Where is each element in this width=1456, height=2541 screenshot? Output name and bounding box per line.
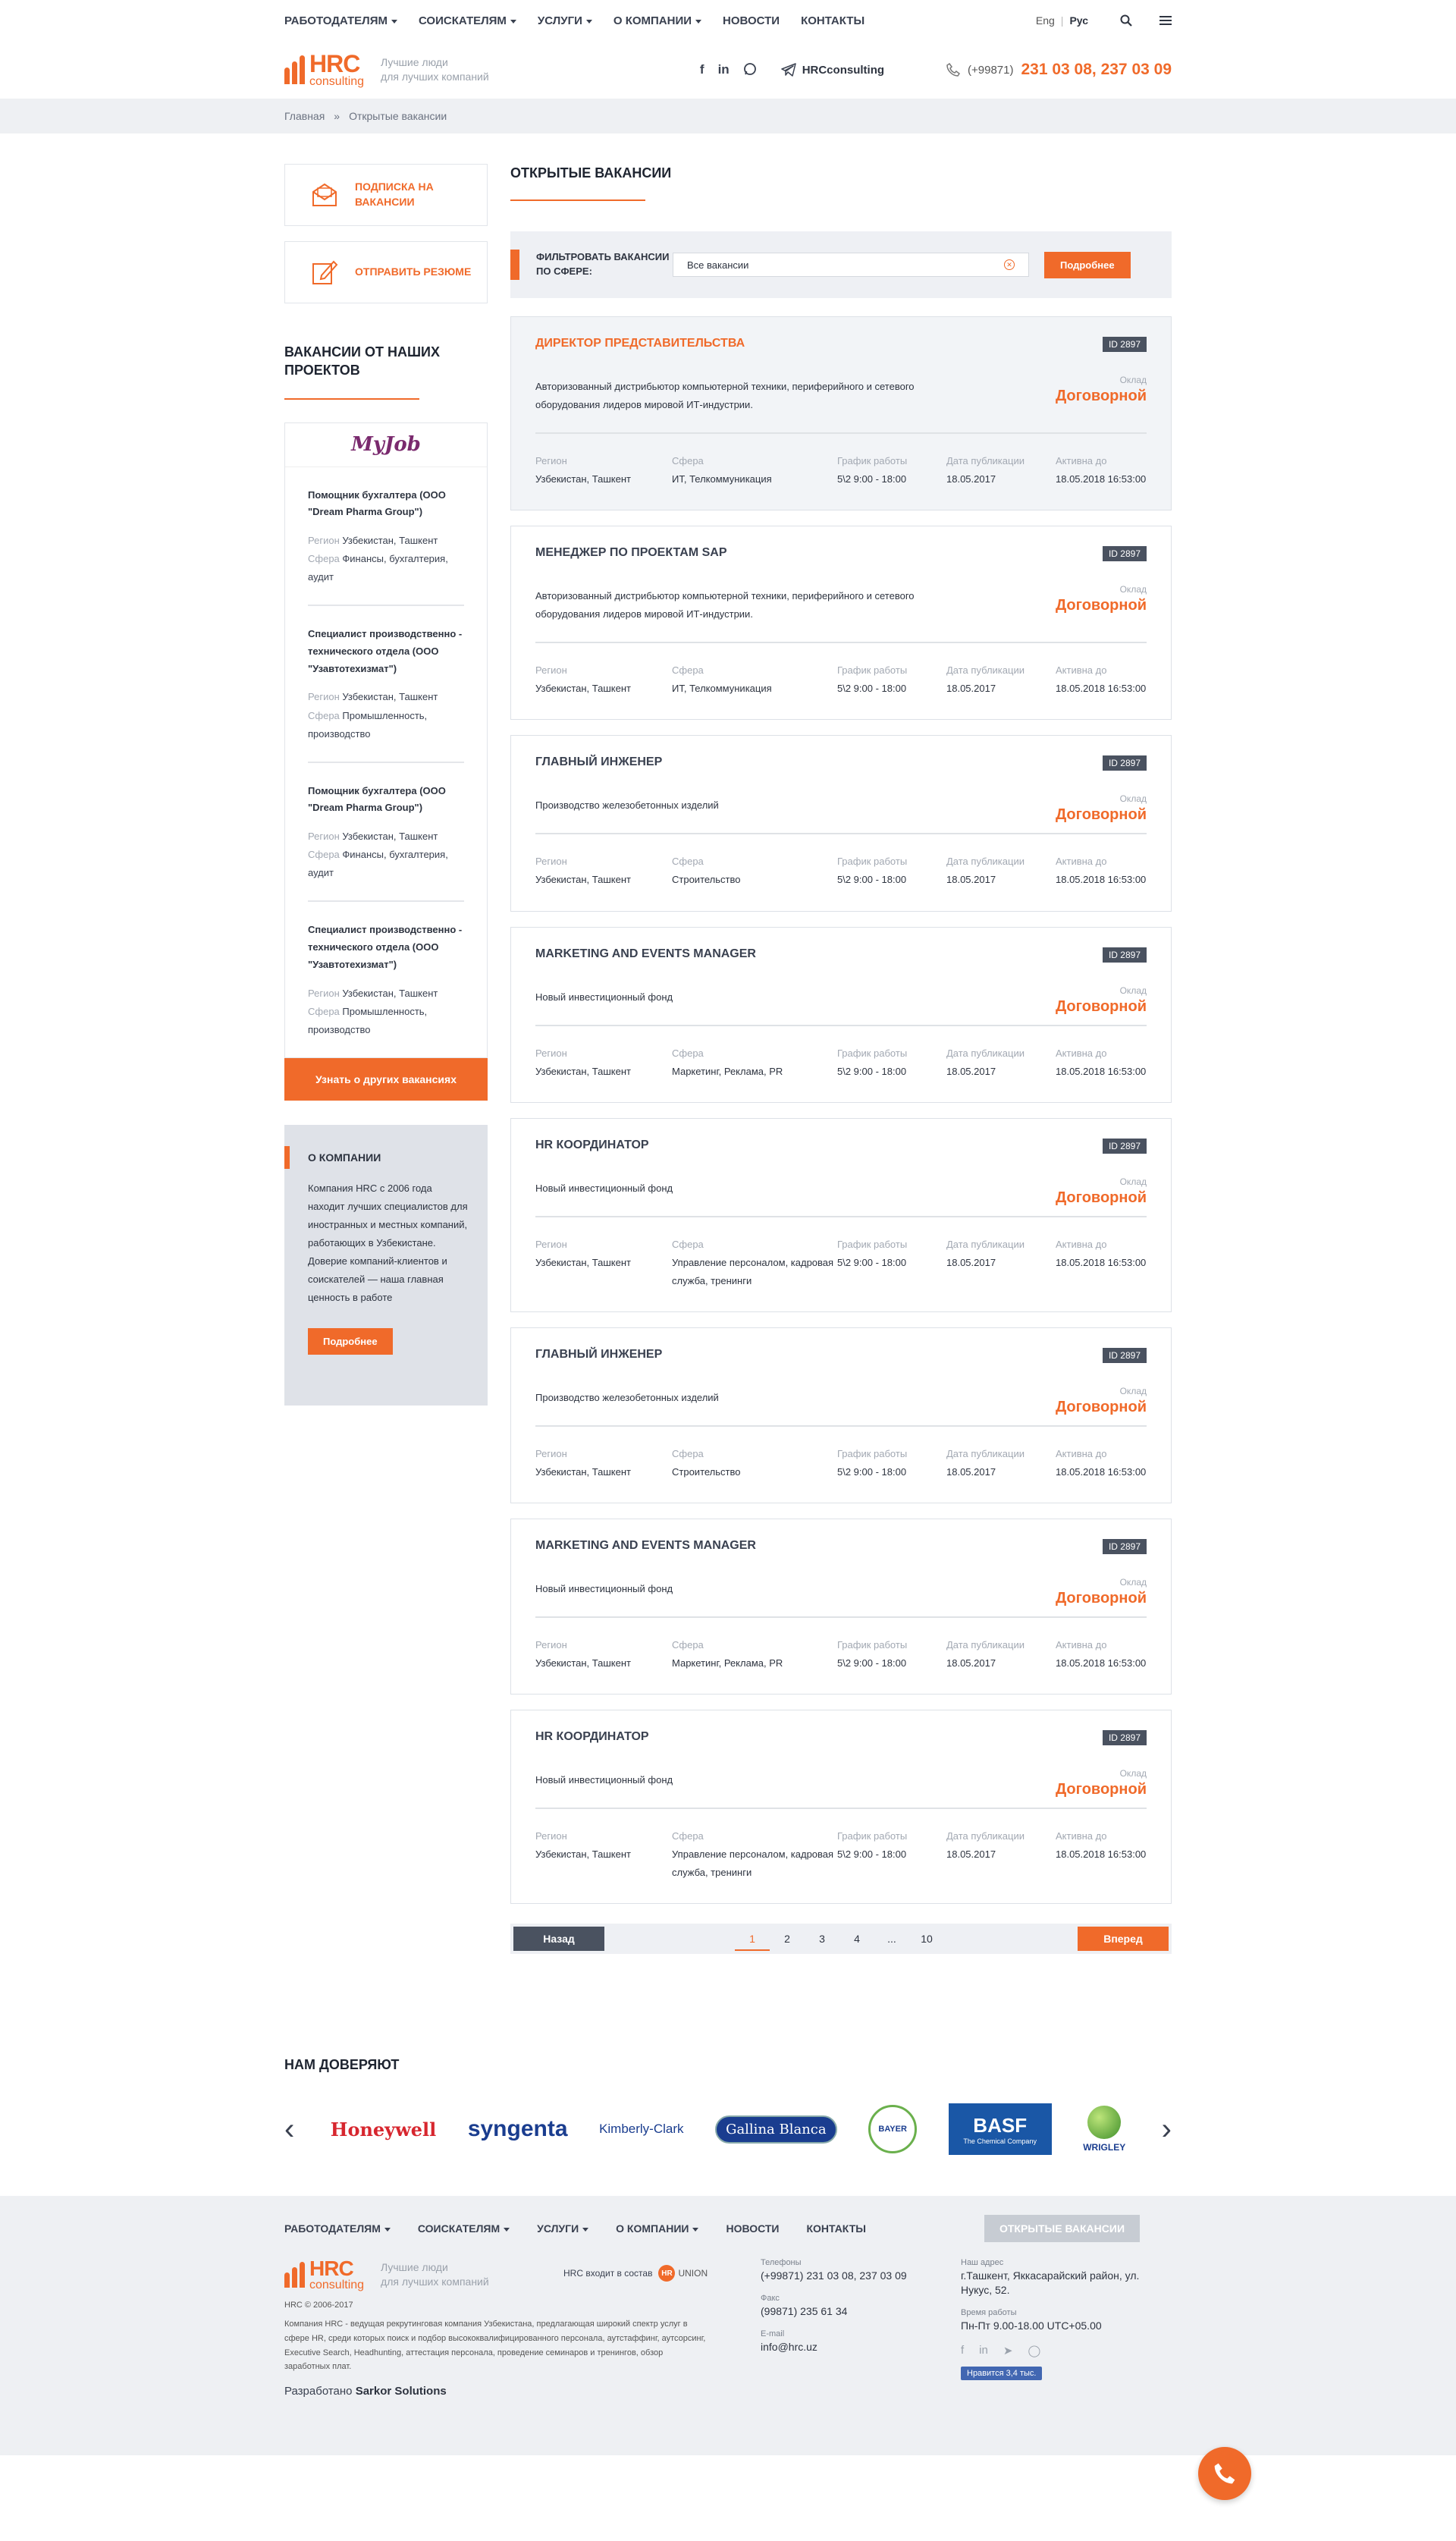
vacancy-sphere: Управление персоналом, кадровая служба, тренинги <box>672 1848 834 1879</box>
vacancy-schedule: 5\2 9:00 - 18:00 <box>837 473 907 485</box>
filter-label: ФИЛЬТРОВАТЬ ВАКАНСИИ ПО СФЕРЕ: <box>536 251 670 277</box>
whatsapp-icon[interactable] <box>743 62 757 76</box>
vacancy-published: 18.05.2017 <box>946 1065 996 1077</box>
page-link[interactable]: 2 <box>784 1933 790 1946</box>
vacancy-active-until: 18.05.2018 16:53:00 <box>1056 874 1147 886</box>
vacancy-card[interactable] <box>510 1710 1172 1904</box>
chevron-down-icon <box>692 2228 698 2232</box>
page-link[interactable]: 3 <box>819 1933 825 1946</box>
vacancy-schedule: 5\2 9:00 - 18:00 <box>837 1065 907 1077</box>
projects-title: ВАКАНСИИ ОТ НАШИХ ПРОЕКТОВ <box>284 344 440 378</box>
vacancy-schedule: 5\2 9:00 - 18:00 <box>837 1657 907 1669</box>
pagination <box>510 1924 1172 1954</box>
nav-contacts[interactable]: КОНТАКТЫ <box>801 14 865 27</box>
brand-honeywell[interactable]: Honeywell <box>330 2118 437 2141</box>
vacancy-sphere: ИТ, Телкоммуникация <box>672 473 772 485</box>
brand-bayer[interactable]: BAYER <box>868 2105 917 2153</box>
vacancy-region: Узбекистан, Ташкент <box>535 1657 631 1669</box>
vacancy-salary: Оклад Договорной <box>1055 793 1147 824</box>
vacancy-schedule: 5\2 9:00 - 18:00 <box>837 1465 907 1478</box>
vacancy-active-until: 18.05.2018 16:53:00 <box>1056 473 1147 485</box>
page-link[interactable]: 4 <box>854 1933 860 1946</box>
facebook-icon[interactable]: f <box>699 62 704 77</box>
chevron-down-icon <box>510 20 516 24</box>
page-link[interactable]: 1 <box>735 1927 770 1951</box>
vacancy-active-until: 18.05.2018 16:53:00 <box>1056 1848 1147 1861</box>
vacancy-published: 18.05.2017 <box>946 1256 996 1268</box>
site-logo[interactable]: HRC consulting <box>284 52 364 88</box>
projects-box <box>284 422 488 1058</box>
vacancy-card[interactable] <box>510 735 1172 911</box>
about-title: О КОМПАНИИ <box>284 1146 488 1169</box>
footer-fax: (99871) 235 61 34 <box>761 2305 848 2318</box>
telegram-icon <box>781 63 796 77</box>
footer-open-vacancies-button[interactable]: ОТКРЫТЫЕ ВАКАНСИИ <box>984 2215 1140 2242</box>
copyright: HRC © 2006-2017 <box>284 2301 353 2310</box>
vacancy-sphere: Строительство <box>672 1465 741 1478</box>
site-footer <box>0 2196 1456 2455</box>
vacancy-id-badge: ID 2897 <box>1103 947 1147 963</box>
footer-email[interactable]: info@hrc.uz <box>761 2341 817 2354</box>
lang-ru[interactable]: Рус <box>1069 14 1088 27</box>
vacancy-salary: Оклад Договорной <box>1055 1576 1147 1607</box>
footer-nav-candidates[interactable]: СОИСКАТЕЛЯМ <box>418 2222 510 2235</box>
site-header <box>284 41 1172 99</box>
vacancy-card[interactable] <box>510 316 1172 510</box>
project-vacancy[interactable]: Специалист производственно - технического отдела (ООО "Узавтотехизмат") Регион Узбекистан, Ташкент Сфера Промышленность, производство <box>308 924 463 1035</box>
footer-nav-contacts[interactable]: КОНТАКТЫ <box>806 2222 866 2235</box>
lang-en[interactable]: Eng <box>1035 14 1055 27</box>
vacancy-sphere: Маркетинг, Реклама, PR <box>672 1657 783 1669</box>
breadcrumb-home[interactable]: Главная <box>284 110 325 122</box>
vacancy-meta: Регион Узбекистан, Ташкент Сфера Маркетинг, Реклама, PR График работы 5\2 9:00 - 18:00 Дата публикации 18.05.2017 Активна до 18.05.2018 16:53:00 <box>535 1026 1147 1102</box>
vacancy-published: 18.05.2017 <box>946 683 996 695</box>
vacancy-region: Узбекистан, Ташкент <box>535 473 631 485</box>
vacancy-active-until: 18.05.2018 16:53:00 <box>1056 1465 1147 1478</box>
vacancy-published: 18.05.2017 <box>946 1657 996 1669</box>
chevron-down-icon <box>391 20 397 24</box>
telegram-icon[interactable]: ➤ <box>1003 2344 1013 2357</box>
call-back-button[interactable] <box>1198 2447 1251 2500</box>
vacancy-id-badge: ID 2897 <box>1103 546 1147 561</box>
footer-about: HRC consulting Лучшие люди для лучших компаний HRC © 2006-2017 Компания HRC - ведущая рекрутинговая компания Узбекистана, предлагающая широкий спектр услуг в сфере HR, среди которых поиск и подбор высококвалифицированного персонала, аутстаффинг, аутсорсинг, Executive Search, Headhunting, аттестация персонала, проведение семинаров и тренингов, обзор заработных плат. Разработано Sarkor Solutions <box>284 2258 563 2398</box>
filter-submit-button[interactable]: Подробнее <box>1044 252 1131 278</box>
vacancy-title[interactable]: HR КООРДИНАТОР <box>535 1730 649 1744</box>
vacancy-meta: Регион Узбекистан, Ташкент Сфера Управление персоналом, кадровая служба, тренинги График работы 5\2 9:00 - 18:00 Дата публикации 18.05.2017 Активна до 18.05.2018 16:53:00 <box>535 1217 1147 1311</box>
chevron-down-icon <box>504 2228 510 2232</box>
vacancy-sphere: Маркетинг, Реклама, PR <box>672 1065 783 1077</box>
vacancy-title[interactable]: MARKETING AND EVENTS MANAGER <box>535 947 756 960</box>
vacancy-sphere: ИТ, Телкоммуникация <box>672 683 772 695</box>
page-numbers <box>735 1927 944 1951</box>
vacancy-list <box>510 316 1172 1904</box>
vacancy-meta: Регион Узбекистан, Ташкент Сфера ИТ, Телкоммуникация График работы 5\2 9:00 - 18:00 Дата публикации 18.05.2017 Активна до 18.05.2018 16:53:00 <box>535 643 1147 719</box>
linkedin-icon[interactable]: in <box>717 62 730 77</box>
top-nav <box>284 14 864 27</box>
partners-section <box>284 2057 1172 2159</box>
vacancy-sphere: Управление персоналом, кадровая служба, тренинги <box>672 1256 834 1286</box>
vacancy-title[interactable]: ГЛАВНЫЙ ИНЖЕНЕР <box>535 755 663 769</box>
project-vacancy[interactable]: Специалист производственно - технического отдела (ООО "Узавтотехизмат") Регион Узбекистан, Ташкент Сфера Промышленность, производство <box>308 606 464 762</box>
edit-resume-icon <box>311 259 338 286</box>
footer-nav-news[interactable]: НОВОСТИ <box>726 2222 780 2235</box>
vacancy-card[interactable] <box>510 1519 1172 1695</box>
footer-description: Компания HRC - ведущая рекрутинговая компания Узбекистана, предлагающая широкий спектр услуг в сфере HR, среди которых поиск и подбор высококвалифицированного персонала, аутстаффинг, аутсорсинг, Executive Search, Headhunting, аттестация персонала, проведение семинаров и тренингов, обзор заработных плат. <box>284 2320 706 2372</box>
vacancy-published: 18.05.2017 <box>946 1465 996 1478</box>
vacancy-description: Авторизованный дистрибьютор компьютерной техники, периферийного и сетевого оборудования лидеров мировой ИТ-индустрии. <box>535 381 915 411</box>
logo-people-icon <box>284 2262 305 2288</box>
footer-nav-services[interactable]: УСЛУГИ <box>537 2222 588 2235</box>
myjob-logo[interactable]: MyJob <box>285 423 487 467</box>
vacancy-description: Новый инвестиционный фонд <box>535 1582 673 1594</box>
vacancy-schedule: 5\2 9:00 - 18:00 <box>837 683 907 695</box>
vacancy-salary: Оклад Договорной <box>1055 375 1147 404</box>
brand-syngenta[interactable]: syngenta <box>467 2116 568 2142</box>
nav-news[interactable]: НОВОСТИ <box>723 14 780 27</box>
vacancies-section <box>510 164 1172 1954</box>
vacancy-salary: Оклад Договорной <box>1055 985 1147 1015</box>
footer-address: Наш адрес г.Ташкент, Яккасарайский район, ул. Нукус, 52. Время работы Пн-Пт 9.00-18.00 UTC+05.00 f in ➤ ◯ Нравится 3,4 тыс. <box>961 2258 1172 2398</box>
facebook-like-button[interactable]: Нравится 3,4 тыс. <box>961 2367 1042 2380</box>
vacancy-title[interactable]: МЕНЕДЖЕР ПО ПРОЕКТАМ SAP <box>535 546 727 560</box>
vacancy-id-badge: ID 2897 <box>1103 1730 1147 1745</box>
vacancy-title[interactable]: HR КООРДИНАТОР <box>535 1138 649 1151</box>
menu-icon[interactable] <box>1159 15 1172 26</box>
next-page-button[interactable]: Вперед <box>1078 1927 1169 1951</box>
footer-nav-about[interactable]: О КОМПАНИИ <box>616 2222 698 2235</box>
vacancy-published: 18.05.2017 <box>946 1848 996 1861</box>
brand-wrigley[interactable]: WRIGLEY <box>1083 2106 1125 2153</box>
about-more-button[interactable]: Подробнее <box>308 1328 393 1355</box>
vacancy-meta: Регион Узбекистан, Ташкент Сфера Управление персоналом, кадровая служба, тренинги График работы 5\2 9:00 - 18:00 Дата публикации 18.05.2017 Активна до 18.05.2018 16:53:00 <box>535 1809 1147 1903</box>
vacancy-description: Авторизованный дистрибьютор компьютерной техники, периферийного и сетевого оборудования лидеров мировой ИТ-индустрии. <box>535 590 915 620</box>
vacancy-active-until: 18.05.2018 16:53:00 <box>1056 1657 1147 1669</box>
vacancy-card[interactable] <box>510 1327 1172 1503</box>
address: г.Ташкент, Яккасарайский район, ул. Нукус, 52. <box>961 2269 1140 2297</box>
vacancy-meta: Регион Узбекистан, Ташкент Сфера Маркетинг, Реклама, PR График работы 5\2 9:00 - 18:00 Дата публикации 18.05.2017 Активна до 18.05.2018 16:53:00 <box>535 1618 1147 1694</box>
page-link[interactable]: 10 <box>921 1933 933 1946</box>
sidebar <box>284 164 488 1954</box>
vacancy-title[interactable]: ДИРЕКТОР ПРЕДСТАВИТЕЛЬСТВА <box>535 337 745 350</box>
nav-about[interactable]: О КОМПАНИИ <box>613 14 701 27</box>
vacancy-schedule: 5\2 9:00 - 18:00 <box>837 1256 907 1268</box>
vacancy-title[interactable]: MARKETING AND EVENTS MANAGER <box>535 1538 756 1552</box>
top-right <box>1036 14 1172 27</box>
vacancy-card[interactable] <box>510 927 1172 1103</box>
vacancy-schedule: 5\2 9:00 - 18:00 <box>837 874 907 886</box>
header-phone[interactable]: (+99871) 231 03 08, 237 03 09 <box>946 61 1172 79</box>
title-underline <box>510 199 645 201</box>
vacancy-id-badge: ID 2897 <box>1103 337 1147 352</box>
title-underline <box>284 398 419 400</box>
subscribe-button[interactable]: ПОДПИСКА НА ВАКАНСИИ <box>284 164 488 226</box>
vacancy-meta: Регион Узбекистан, Ташкент Сфера ИТ, Телкоммуникация График работы 5\2 9:00 - 18:00 Дата публикации 18.05.2017 Активна до 18.05.2018 16:53:00 <box>535 434 1147 510</box>
vacancy-description: Новый инвестиционный фонд <box>535 1774 673 1786</box>
vacancy-salary: Оклад Договорной <box>1055 1768 1147 1798</box>
sphere-select[interactable]: Все вакансии ✕ <box>673 253 1029 277</box>
chevron-down-icon <box>384 2228 391 2232</box>
logo-people-icon <box>284 55 305 84</box>
vacancy-active-until: 18.05.2018 16:53:00 <box>1056 683 1147 695</box>
about-text: Компания HRC с 2006 года находит лучших специалистов для иностранных и местных компаний, работающих в Узбекистане. Доверие компаний-клиентов и соискателей — наша главная ценность в работе <box>308 1182 468 1303</box>
vacancy-id-badge: ID 2897 <box>1103 1539 1147 1554</box>
about-box <box>284 1125 488 1406</box>
vacancy-region: Узбекистан, Ташкент <box>535 683 631 695</box>
nav-candidates[interactable]: СОИСКАТЕЛЯМ <box>419 14 516 27</box>
page-link: ... <box>887 1933 896 1946</box>
footer-logo[interactable]: HRC consulting <box>284 2258 364 2291</box>
footer-contacts: Телефоны (+99871) 231 03 08, 237 03 09 Факс (99871) 235 61 34 E-mail info@hrc.uz <box>761 2258 961 2398</box>
footer-social <box>961 2344 1172 2357</box>
language-switcher: Eng | Рус <box>1035 14 1088 27</box>
vacancy-meta: Регион Узбекистан, Ташкент Сфера Строительство График работы 5\2 9:00 - 18:00 Дата публикации 18.05.2017 Активна до 18.05.2018 16:53:00 <box>535 1427 1147 1503</box>
chevron-down-icon <box>695 20 701 24</box>
brand-kimberly-clark[interactable]: Kimberly-Clark <box>599 2122 684 2137</box>
mail-subscribe-icon <box>311 181 338 209</box>
vacancy-active-until: 18.05.2018 16:53:00 <box>1056 1065 1147 1077</box>
whatsapp-icon[interactable]: ◯ <box>1028 2344 1041 2357</box>
breadcrumb: Главная » Открытые вакансии <box>0 99 1456 133</box>
vacancy-active-until: 18.05.2018 16:53:00 <box>1056 1256 1147 1268</box>
vacancy-region: Узбекистан, Ташкент <box>535 874 631 886</box>
social-links <box>700 62 757 77</box>
project-vacancy[interactable]: Помощник бухгалтера (ООО "Dream Pharma Group") Регион Узбекистан, Ташкент Сфера Финансы, бухгалтерия, аудит <box>308 467 464 607</box>
send-resume-button[interactable]: ОТПРАВИТЬ РЕЗЮМЕ <box>284 241 488 303</box>
chevron-left-icon[interactable]: ‹ <box>284 2112 295 2146</box>
vacancy-salary: Оклад Договорной <box>1055 584 1147 614</box>
vacancy-card[interactable] <box>510 526 1172 720</box>
developer-credit[interactable]: Разработано Sarkor Solutions <box>284 2385 447 2398</box>
footer-phones[interactable]: (+99871) 231 03 08, 237 03 09 <box>761 2269 907 2282</box>
vacancy-region: Узбекистан, Ташкент <box>535 1465 631 1478</box>
vacancy-salary: Оклад Договорной <box>1055 1385 1147 1415</box>
vacancy-description: Новый инвестиционный фонд <box>535 1182 673 1194</box>
vacancy-title[interactable]: ГЛАВНЫЙ ИНЖЕНЕР <box>535 1347 663 1361</box>
clear-icon[interactable]: ✕ <box>1004 259 1015 270</box>
chevron-down-icon <box>582 2228 588 2232</box>
more-vacancies-button[interactable]: Узнать о других вакансиях <box>284 1058 488 1101</box>
vacancy-description: Новый инвестиционный фонд <box>535 991 673 1003</box>
hr-union-logo: HR <box>658 2265 675 2282</box>
linkedin-icon[interactable]: in <box>979 2343 988 2357</box>
vacancy-published: 18.05.2017 <box>946 473 996 485</box>
vacancy-salary: Оклад Договорной <box>1055 1176 1147 1206</box>
vacancy-id-badge: ID 2897 <box>1103 755 1147 771</box>
vacancy-meta: Регион Узбекистан, Ташкент Сфера Строительство График работы 5\2 9:00 - 18:00 Дата публикации 18.05.2017 Активна до 18.05.2018 16:53:00 <box>535 834 1147 910</box>
vacancy-region: Узбекистан, Ташкент <box>535 1256 631 1268</box>
vacancy-card[interactable] <box>510 1118 1172 1312</box>
chevron-right-icon[interactable]: › <box>1161 2112 1172 2146</box>
vacancy-sphere: Строительство <box>672 874 741 886</box>
top-bar <box>284 0 1172 41</box>
brand-basf[interactable]: BASF The Chemical Company <box>949 2103 1052 2155</box>
prev-page-button[interactable]: Назад <box>513 1927 604 1951</box>
working-hours: Пн-Пт 9.00-18.00 UTC+05.00 <box>961 2320 1102 2332</box>
page-title: ОТКРЫТЫЕ ВАКАНСИИ <box>510 165 672 181</box>
brand-gallina-blanca[interactable]: Gallina Blanca <box>715 2115 837 2144</box>
nav-employers[interactable]: РАБОТОДАТЕЛЯМ <box>284 14 397 27</box>
phone-icon <box>946 63 960 77</box>
vacancy-description: Производство железобетонных изделий <box>535 799 719 812</box>
sphere-filter <box>510 231 1172 298</box>
globe-icon <box>1087 2106 1121 2139</box>
vacancy-region: Узбекистан, Ташкент <box>535 1848 631 1861</box>
vacancy-region: Узбекистан, Ташкент <box>535 1065 631 1077</box>
footer-nav <box>284 2196 1172 2235</box>
tagline: Лучшие люди для лучших компаний <box>381 56 489 83</box>
vacancy-published: 18.05.2017 <box>946 874 996 886</box>
project-vacancy[interactable]: Помощник бухгалтера (ООО "Dream Pharma Group") Регион Узбекистан, Ташкент Сфера Финансы, бухгалтерия, аудит <box>308 763 464 903</box>
partners-title: НАМ ДОВЕРЯЮТ <box>284 2057 400 2073</box>
nav-services[interactable]: УСЛУГИ <box>538 14 592 27</box>
search-icon[interactable] <box>1120 14 1132 27</box>
chevron-down-icon <box>586 20 592 24</box>
vacancy-schedule: 5\2 9:00 - 18:00 <box>837 1848 907 1861</box>
telegram-link[interactable]: HRCconsulting <box>781 63 884 77</box>
hr-union[interactable]: HRC входит в состав HR UNION <box>563 2258 761 2281</box>
partners-carousel <box>284 2099 1172 2159</box>
footer-nav-employers[interactable]: РАБОТОДАТЕЛЯМ <box>284 2222 391 2235</box>
vacancy-id-badge: ID 2897 <box>1103 1139 1147 1154</box>
breadcrumb-current: Открытые вакансии <box>349 110 447 122</box>
vacancy-id-badge: ID 2897 <box>1103 1348 1147 1363</box>
phone-icon <box>1213 2462 1236 2485</box>
vacancy-description: Производство железобетонных изделий <box>535 1391 719 1403</box>
facebook-icon[interactable]: f <box>961 2343 965 2357</box>
